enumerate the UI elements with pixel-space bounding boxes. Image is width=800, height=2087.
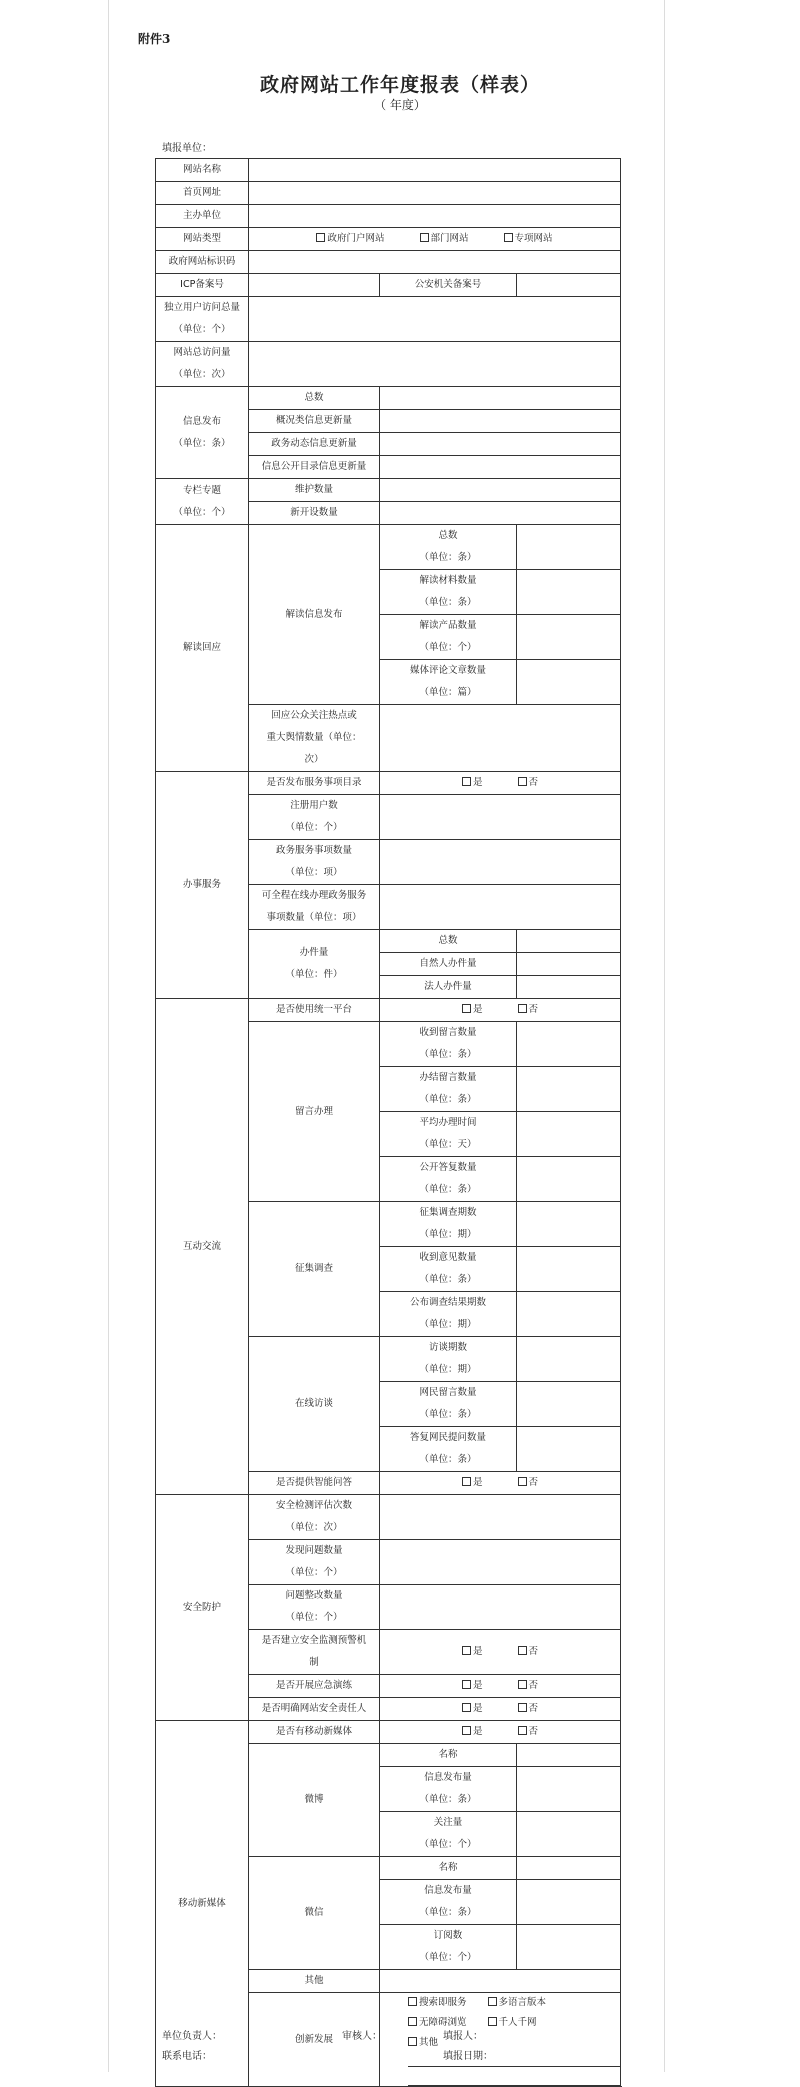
- service-users-field[interactable]: [380, 795, 621, 840]
- site-name-field[interactable]: [249, 159, 621, 182]
- info-catalog-label: 信息公开目录信息更新量: [249, 456, 380, 479]
- mobile-has-options: [380, 1721, 621, 1744]
- innovation-barrier-option[interactable]: 无障碍浏览: [408, 2013, 467, 2033]
- sponsor-label: 主办单位: [156, 205, 249, 228]
- volume-person-label: 自然人办件量: [380, 953, 517, 976]
- police-label: 公安机关备案号: [380, 274, 517, 297]
- uv-field[interactable]: [249, 297, 621, 342]
- survey-label: 征集调查: [249, 1202, 380, 1337]
- volume-total-field[interactable]: [517, 930, 621, 953]
- interview-msg-label: 网民留言数量 （单位：条）: [380, 1382, 517, 1427]
- volume-legal-field[interactable]: [517, 976, 621, 999]
- no-option[interactable]: 否: [518, 1721, 539, 1743]
- icp-field[interactable]: [249, 274, 380, 297]
- report-table: [155, 158, 621, 2087]
- pv-label: 网站总访问量 （单位：次）: [156, 342, 249, 387]
- checkbox-icon[interactable]: [462, 1646, 471, 1655]
- checkbox-icon[interactable]: [408, 2017, 417, 2026]
- fill-unit-label: 填报单位：: [162, 143, 212, 154]
- service-catalog-label: 是否发布服务事项目录: [249, 772, 380, 795]
- footer-leader: 单位负责人：: [162, 2031, 222, 2042]
- no-option[interactable]: 否: [518, 772, 539, 794]
- wechat-pub-field[interactable]: [517, 1880, 621, 1925]
- security-fixed-label: 问题整改数量 （单位：个）: [249, 1585, 380, 1630]
- volume-person-field[interactable]: [517, 953, 621, 976]
- service-online-field[interactable]: [380, 885, 621, 930]
- info-catalog-field[interactable]: [380, 456, 621, 479]
- interact-platform-options: [380, 999, 621, 1022]
- security-found-field[interactable]: [380, 1540, 621, 1585]
- checkbox-icon[interactable]: [518, 1004, 527, 1013]
- security-fixed-field[interactable]: [380, 1585, 621, 1630]
- column-new-label: 新开设数量: [249, 502, 380, 525]
- info-overview-label: 概况类信息更新量: [249, 410, 380, 433]
- volume-legal-label: 法人办件量: [380, 976, 517, 999]
- no-option[interactable]: 否: [518, 1641, 539, 1663]
- weibo-label: 微博: [249, 1744, 380, 1857]
- checkbox-icon[interactable]: [462, 1477, 471, 1486]
- innovation-thousand-option[interactable]: 千人千网: [488, 2013, 537, 2033]
- wechat-pub-label: 信息发布量 （单位：条）: [380, 1880, 517, 1925]
- msg-avg-label: 平均办理时间 （单位：天）: [380, 1112, 517, 1157]
- interp-product-field[interactable]: [517, 615, 621, 660]
- security-test-field[interactable]: [380, 1495, 621, 1540]
- msg-recv-field[interactable]: [517, 1022, 621, 1067]
- smart-qa-options: [380, 1472, 621, 1495]
- survey-opinion-field[interactable]: [517, 1247, 621, 1292]
- checkbox-icon[interactable]: [408, 1997, 417, 2006]
- innovation-label: 创新发展: [249, 1993, 380, 2087]
- checkbox-icon[interactable]: [408, 2037, 417, 2046]
- interp-product-label: 解读产品数量 （单位：个）: [380, 615, 517, 660]
- checkbox-icon[interactable]: [462, 777, 471, 786]
- checkbox-icon[interactable]: [462, 1680, 471, 1689]
- info-news-label: 政务动态信息更新量: [249, 433, 380, 456]
- checkbox-icon[interactable]: [462, 1703, 471, 1712]
- police-field[interactable]: [517, 274, 621, 297]
- security-monitor-options: [380, 1630, 621, 1675]
- checkbox-icon[interactable]: [462, 1726, 471, 1735]
- id-code-field[interactable]: [249, 251, 621, 274]
- security-drill-options: [380, 1675, 621, 1698]
- site-type-dept-option[interactable]: 部门网站: [420, 228, 469, 250]
- interact-label: 互动交流: [156, 999, 249, 1495]
- volume-total-label: 总数: [380, 930, 517, 953]
- info-total-field[interactable]: [380, 387, 621, 410]
- no-option[interactable]: 否: [518, 999, 539, 1021]
- survey-result-field[interactable]: [517, 1292, 621, 1337]
- no-option[interactable]: 否: [518, 1698, 539, 1720]
- interp-total-field[interactable]: [517, 525, 621, 570]
- yes-option[interactable]: 是: [462, 772, 483, 794]
- pv-field[interactable]: [249, 342, 621, 387]
- mobile-other-field[interactable]: [380, 1970, 621, 1993]
- info-total-label: 总数: [249, 387, 380, 410]
- interp-total-label: 总数 （单位：条）: [380, 525, 517, 570]
- checkbox-icon[interactable]: [518, 777, 527, 786]
- checkbox-icon[interactable]: [518, 1646, 527, 1655]
- column-label: 专栏专题 （单位：个）: [156, 479, 249, 525]
- checkbox-icon[interactable]: [462, 1004, 471, 1013]
- checkbox-icon[interactable]: [488, 2017, 497, 2026]
- footer-phone: 联系电话：: [162, 2051, 212, 2062]
- msg-done-field[interactable]: [517, 1067, 621, 1112]
- msg-handling-label: 留言办理: [249, 1022, 380, 1202]
- interp-response-field[interactable]: [380, 705, 621, 772]
- footer-reviewer: 审核人：: [342, 2031, 382, 2042]
- site-type-portal-option[interactable]: 政府门户网站: [316, 228, 384, 250]
- site-name-label: 网站名称: [156, 159, 249, 182]
- innovation-multilang-option[interactable]: 多语言版本: [488, 1993, 547, 2013]
- innovation-other-field[interactable]: [408, 2054, 621, 2067]
- security-drill-label: 是否开展应急演练: [249, 1675, 380, 1698]
- weibo-follow-field[interactable]: [517, 1812, 621, 1857]
- mobile-has-label: 是否有移动新媒体: [249, 1721, 380, 1744]
- wechat-name-field[interactable]: [517, 1857, 621, 1880]
- msg-public-label: 公开答复数量 （单位：条）: [380, 1157, 517, 1202]
- interp-material-label: 解读材料数量 （单位：条）: [380, 570, 517, 615]
- column-maintain-field[interactable]: [380, 479, 621, 502]
- footer-date: 填报日期：: [443, 2051, 493, 2062]
- innovation-options: [380, 1993, 621, 2087]
- msg-public-field[interactable]: [517, 1157, 621, 1202]
- security-found-label: 发现问题数量 （单位：个）: [249, 1540, 380, 1585]
- interp-media-field[interactable]: [517, 660, 621, 705]
- page-title: 政府网站工作年度报表（样表）: [259, 74, 540, 96]
- msg-avg-field[interactable]: [517, 1112, 621, 1157]
- checkbox-icon[interactable]: [316, 233, 325, 242]
- security-label: 安全防护: [156, 1495, 249, 1721]
- innovation-search-option[interactable]: 搜索即服务: [408, 1993, 467, 2013]
- weibo-pub-label: 信息发布量 （单位：条）: [380, 1767, 517, 1812]
- service-items-label: 政务服务事项数量 （单位：项）: [249, 840, 380, 885]
- weibo-pub-field[interactable]: [517, 1767, 621, 1812]
- service-users-label: 注册用户数 （单位：个）: [249, 795, 380, 840]
- id-code-label: 政府网站标识码: [156, 251, 249, 274]
- uv-label: 独立用户访问总量 （单位：个）: [156, 297, 249, 342]
- site-type-label: 网站类型: [156, 228, 249, 251]
- interp-publish-label: 解读信息发布: [249, 525, 380, 705]
- interview-msg-field[interactable]: [517, 1382, 621, 1427]
- interview-label: 在线访谈: [249, 1337, 380, 1472]
- checkbox-icon[interactable]: [518, 1726, 527, 1735]
- innovation-other-option[interactable]: 其他: [408, 2033, 438, 2053]
- security-person-options: [380, 1698, 621, 1721]
- yes-option[interactable]: 是: [462, 1675, 483, 1697]
- yes-option[interactable]: 是: [462, 1641, 483, 1663]
- interview-answer-label: 答复网民提问数量 （单位：条）: [380, 1427, 517, 1472]
- security-monitor-label: 是否建立安全监测预警机 制: [249, 1630, 380, 1675]
- yes-option[interactable]: 是: [462, 1698, 483, 1720]
- security-person-label: 是否明确网站安全责任人: [249, 1698, 380, 1721]
- interp-response-label: 回应公众关注热点或 重大舆情数量（单位： 次）: [249, 705, 380, 772]
- service-items-field[interactable]: [380, 840, 621, 885]
- year-line: （ 年度）: [374, 98, 426, 112]
- msg-done-label: 办结留言数量 （单位：条）: [380, 1067, 517, 1112]
- survey-issue-label: 征集调查期数 （单位：期）: [380, 1202, 517, 1247]
- wechat-sub-field[interactable]: [517, 1925, 621, 1970]
- checkbox-icon[interactable]: [504, 233, 513, 242]
- msg-recv-label: 收到留言数量 （单位：条）: [380, 1022, 517, 1067]
- no-option[interactable]: 否: [518, 1675, 539, 1697]
- service-label: 办事服务: [156, 772, 249, 999]
- site-type-special-option[interactable]: 专项网站: [504, 228, 553, 250]
- checkbox-icon[interactable]: [488, 1997, 497, 2006]
- service-volume-label: 办件量 （单位：件）: [249, 930, 380, 999]
- interp-material-field[interactable]: [517, 570, 621, 615]
- interp-media-label: 媒体评论文章数量 （单位：篇）: [380, 660, 517, 705]
- interview-issue-field[interactable]: [517, 1337, 621, 1382]
- info-news-field[interactable]: [380, 433, 621, 456]
- mobile-other-label: 其他: [249, 1970, 380, 1993]
- wechat-label: 微信: [249, 1857, 380, 1970]
- service-online-label: 可全程在线办理政务服务 事项数量（单位：项）: [249, 885, 380, 930]
- homepage-field[interactable]: [249, 182, 621, 205]
- wechat-name-label: 名称: [380, 1857, 517, 1880]
- checkbox-icon[interactable]: [518, 1477, 527, 1486]
- survey-result-label: 公布调查结果期数 （单位：期）: [380, 1292, 517, 1337]
- smart-qa-label: 是否提供智能问答: [249, 1472, 380, 1495]
- weibo-name-field[interactable]: [517, 1744, 621, 1767]
- weibo-follow-label: 关注量 （单位：个）: [380, 1812, 517, 1857]
- yes-option[interactable]: 是: [462, 1721, 483, 1743]
- info-overview-field[interactable]: [380, 410, 621, 433]
- yes-option[interactable]: 是: [462, 999, 483, 1021]
- icp-label: ICP备案号: [156, 274, 249, 297]
- no-option[interactable]: 否: [518, 1472, 539, 1494]
- footer-filler: 填报人：: [443, 2031, 483, 2042]
- checkbox-icon[interactable]: [518, 1703, 527, 1712]
- checkbox-icon[interactable]: [518, 1680, 527, 1689]
- checkbox-icon[interactable]: [420, 233, 429, 242]
- sponsor-field[interactable]: [249, 205, 621, 228]
- column-maintain-label: 维护数量: [249, 479, 380, 502]
- interview-issue-label: 访谈期数 （单位：期）: [380, 1337, 517, 1382]
- site-type-options: [249, 228, 621, 251]
- info-label: 信息发布 （单位：条）: [156, 387, 249, 479]
- attachment-label: 附件3: [138, 32, 171, 46]
- security-test-label: 安全检测评估次数 （单位：次）: [249, 1495, 380, 1540]
- homepage-label: 首页网址: [156, 182, 249, 205]
- interact-platform-label: 是否使用统一平台: [249, 999, 380, 1022]
- interview-answer-field[interactable]: [517, 1427, 621, 1472]
- interp-label: 解读回应: [156, 525, 249, 772]
- survey-issue-field[interactable]: [517, 1202, 621, 1247]
- mobile-label: 移动新媒体: [156, 1721, 249, 2087]
- survey-opinion-label: 收到意见数量 （单位：条）: [380, 1247, 517, 1292]
- service-catalog-options: [380, 772, 621, 795]
- column-new-field[interactable]: [380, 502, 621, 525]
- wechat-sub-label: 订阅数 （单位：个）: [380, 1925, 517, 1970]
- yes-option[interactable]: 是: [462, 1472, 483, 1494]
- innovation-extra-line[interactable]: [408, 2073, 621, 2086]
- weibo-name-label: 名称: [380, 1744, 517, 1767]
